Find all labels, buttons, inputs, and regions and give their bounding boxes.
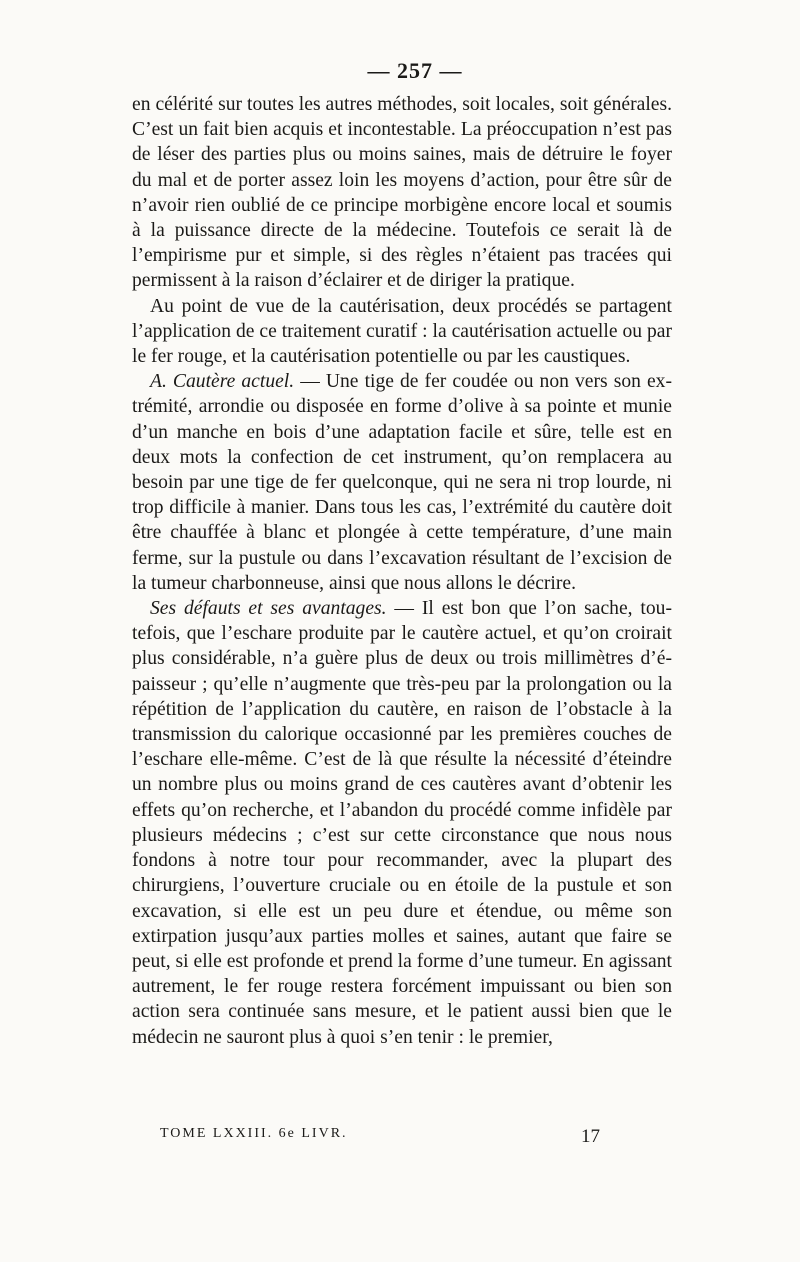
footer-tome: TOME LXXIII. 6e LIVR. bbox=[160, 1126, 348, 1141]
book-page bbox=[132, 58, 672, 1050]
section-body-defauts: — Il est bon que l’on sache, toutefois, que l’eschare produite par le cautère actuel, et qu’on croirait plus considérable, n’a guère plus de deux ou trois millimètres d’épaisseur ; qu’elle n’augmente que très-peu par la prolongation ou la répétition de l’application du cautère, en raison de l’obstacle à la transmission du calorique occasionné par les premières couches de l’eschare elle-même. C’est de là que résulte la nécessité d’éteindre un nombre plus ou moins grand de ces cautères avant d’obtenir les effets qu’on recherche, et l’abandon du procédé comme infidèle par plusieurs médecins ; c’est sur cette circonstance que nous nous fondons à notre tour pour recommander, avec la plupart des chirurgiens, l’ouverture cruciale ou en étoile de la pustule et son excavation, si elle est un peu dure et étendue, ou même son extirpation jusqu’aux parties molles et saines, autant que faire se peut, si elle est profonde et prend la forme d’une tumeur. En agissant autrement, le fer rouge restera forcément impuissant ou bien son action sera continuée sans mesure, et le patient aussi bien que le médecin ne sauront plus à quoi s’en tenir : le premier, bbox=[132, 598, 672, 1048]
paragraph-cautere-actuel bbox=[132, 369, 672, 596]
paragraph-continuation: en célérité sur toutes les autres méthodes, soit locales, soit générales. C’est un fait bien acquis et incontestable. La préoccupation n’est pas de léser des parties plus ou moins saines, mais de détruire le foyer du mal et de porter assez loin les moyens d’action, pour être sûr de n’avoir rien oublié de ce principe morbigène encore local et soumis à la puissance directe de la médecine. Toutefois ce serait là de l’empirisme pur et simple, si des règles n’étaient pas tracées qui permissent à la raison d’éclairer et de diriger la pratique. bbox=[132, 94, 672, 292]
section-heading-cautere-actuel: A. Cautère actuel. bbox=[150, 371, 295, 393]
body-text bbox=[132, 92, 672, 1050]
footer-signature: 17 bbox=[581, 1126, 600, 1147]
page-footer bbox=[160, 1126, 600, 1148]
paragraph-defauts-avantages bbox=[132, 596, 672, 1050]
page-number: — 257 — bbox=[367, 58, 463, 83]
paragraph-cauterisation: Au point de vue de la cautérisation, deux procédés se partagent l’application de ce traitement curatif : la cautérisation actuelle ou par le fer rouge, et la cautérisation potentielle ou par les caustiques. bbox=[132, 295, 672, 368]
section-heading-defauts: Ses défauts et ses avantages. bbox=[150, 598, 387, 620]
section-body-cautere-actuel: — Une tige de fer coudée ou non vers son extrémité, arrondie ou disposée en forme d’olive à sa pointe et munie d’un manche en bois d’une adaptation facile et sûre, telle est en deux mots la confection de cet instrument, qu’on remplacera au besoin par une tige de fer quelconque, qui ne sera ni trop lourde, ni trop difficile à manier. Dans tous les cas, l’extrémité du cautère doit être chauffée à blanc et plongée à cette température, d’une main ferme, sur la pustule ou dans l’excavation résultant de l’excision de la tumeur charbonneuse, ainsi que nous allons le décrire. bbox=[132, 371, 672, 594]
